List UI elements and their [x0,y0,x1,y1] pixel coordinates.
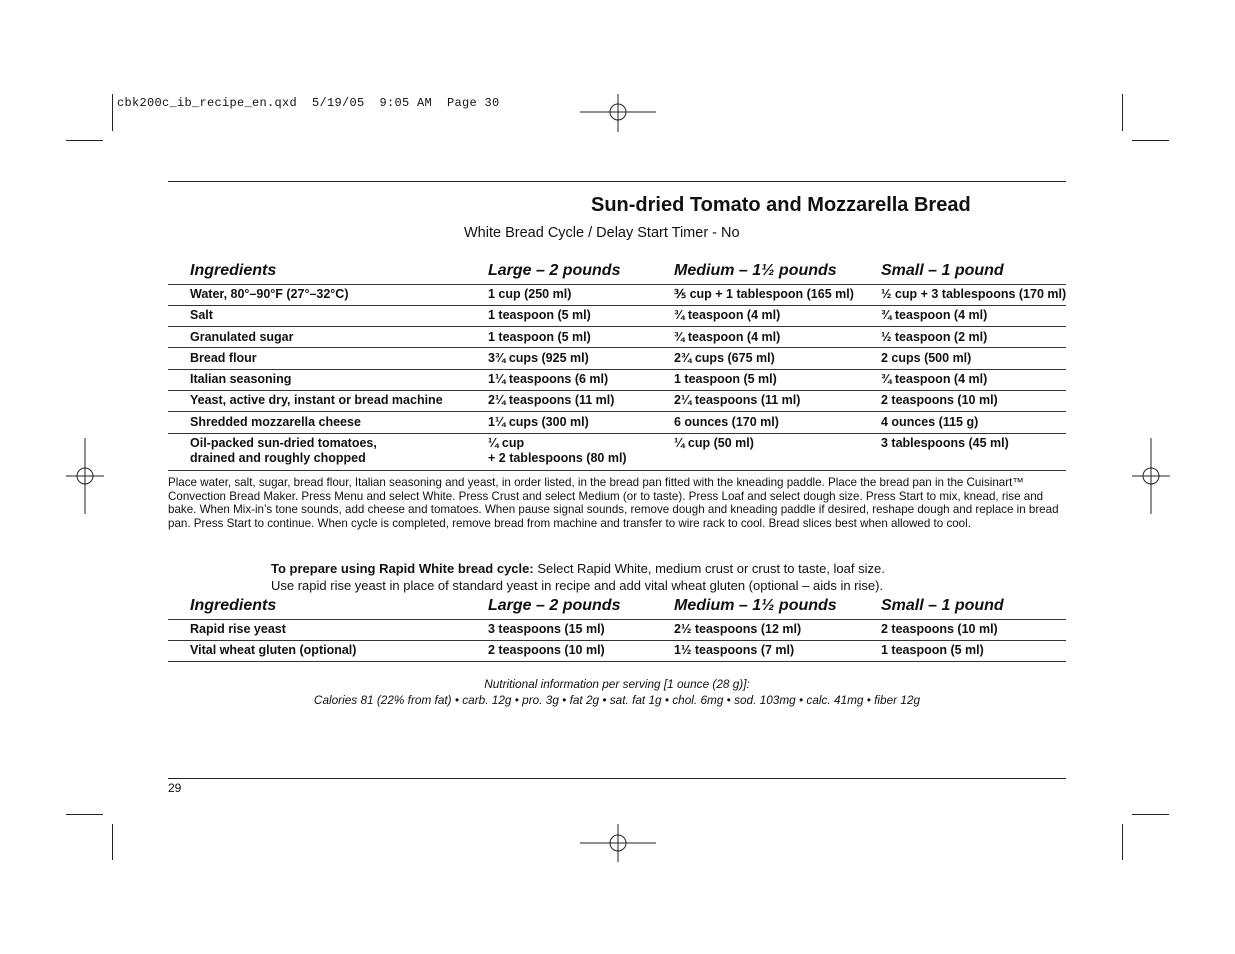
rapid-cycle-line-1 [271,561,885,576]
table-cell: Water, 80°–90°F (27°–32°C) [190,287,349,301]
table-cell: Rapid rise yeast [190,622,286,636]
col-header-large: Large – 2 pounds [488,262,621,279]
table-cell: 1 teaspoon (5 ml) [674,372,777,386]
table-cell: 1¼ cups (300 ml) [488,415,589,429]
table-cell: 1 teaspoon (5 ml) [881,643,984,657]
nutrition-heading: Nutritional information per serving [1 ounce (28 g)]: [484,677,750,691]
rapid-cycle-lead: To prepare using Rapid White bread cycle: [271,561,534,576]
registration-mark-right [1132,438,1170,514]
table-cell: ¾ teaspoon (4 ml) [674,308,781,322]
table-cell: ½ cup + 3 tablespoons (170 ml) [881,287,1067,301]
page-number: 29 [168,781,182,795]
table-cell: 3 tablespoons (45 ml) [881,436,1009,450]
table-cell: 2½ teaspoons (12 ml) [674,622,802,636]
instructions-paragraph: Place water, salt, sugar, bread flour, Italian seasoning and yeast, in order listed, in the bread pan fitted with the kneading paddle. Place the bread pan in the Cuisinart™ Convection Bread Maker. Press Menu and select White. Press Crust and select Medium (or to taste). Press Loaf and select dough size. Press Start to mix, knead, rise and bake. When Mix-in’s tone sounds, add cheese and tomatoes. When pause signal sounds, remove dough and kneading paddle if desired, reshape dough and replace in bread pan. Press Start to continue. When cycle is completed, remove bread from machine and transfer to wire rack to cool. Bread slices best when allowed to cool. [168,476,1059,530]
header-rule [168,619,1066,620]
col-header-small: Small – 1 pound [881,597,1004,614]
table-cell: 1½ teaspoons (7 ml) [674,643,795,657]
table-cell: ¾ teaspoon (4 ml) [881,372,988,386]
table-cell: Vital wheat gluten (optional) [190,643,357,657]
table-cell: 3¾ cups (925 ml) [488,351,589,365]
col-header-medium: Medium – 1½ pounds [674,262,837,279]
table-cell: 2¼ teaspoons (11 ml) [674,393,801,407]
table-cell: 3 teaspoons (15 ml) [488,622,605,636]
header-rule [168,284,1066,285]
table-cell: Shredded mozzarella cheese [190,415,361,429]
row-rule [168,433,1066,434]
table-cell: ½ teaspoon (2 ml) [881,330,988,344]
table-cell: 1¼ teaspoons (6 ml) [488,372,609,386]
subtitle: White Bread Cycle / Delay Start Timer - No [464,225,740,241]
table-cell: 2¼ teaspoons (11 ml) [488,393,615,407]
rapid-cycle-line-2: Use rapid rise yeast in place of standard yeast in recipe and add vital wheat gluten (optional – aids in rise). [271,578,884,593]
table-cell: 1 cup (250 ml) [488,287,572,301]
table-cell: 1 teaspoon (5 ml) [488,308,591,322]
table-cell: 2 teaspoons (10 ml) [488,643,605,657]
table-cell: ¾ teaspoon (4 ml) [881,308,988,322]
bottom-rule [168,778,1066,779]
row-rule [168,640,1066,641]
table-cell: Granulated sugar [190,330,294,344]
table-cell: Yeast, active dry, instant or bread machine [190,393,443,407]
registration-mark-left [66,438,104,514]
row-rule [168,369,1066,370]
col-header-large: Large – 2 pounds [488,597,621,614]
col-header-ingredients: Ingredients [190,597,277,614]
nutrition-values: Calories 81 (22% from fat) • carb. 12g • pro. 3g • fat 2g • sat. fat 1g • chol. 6mg • sod. 103mg • calc. 41mg • fiber 12g [313,693,921,707]
table-cell: Bread flour [190,351,257,365]
table-cell: 2 teaspoons (10 ml) [881,393,998,407]
row-rule [168,326,1066,327]
col-header-small: Small – 1 pound [881,262,1004,279]
col-header-medium: Medium – 1½ pounds [674,597,837,614]
page-title: Sun-dried Tomato and Mozzarella Bread [591,194,971,216]
row-rule [168,661,1066,662]
file-slug: cbk200c_ib_recipe_en.qxd 5/19/05 9:05 AM Page 30 [117,96,500,110]
row-rule [168,305,1066,306]
table-cell: Oil-packed sun-dried tomatoes, [190,436,377,450]
rapid-cycle-text: Select Rapid White, medium crust or crust to taste, loaf size. [533,561,885,576]
row-rule [168,347,1066,348]
table-cell: 2 cups (500 ml) [881,351,972,365]
row-rule [168,411,1066,412]
row-rule [168,390,1066,391]
table-cell: + 2 tablespoons (80 ml) [488,451,627,465]
top-rule [168,181,1066,182]
table-cell: ⅗ cup + 1 tablespoon (165 ml) [674,287,854,301]
table-cell: drained and roughly chopped [190,451,366,465]
col-header-ingredients: Ingredients [190,262,277,279]
table-cell: Italian seasoning [190,372,292,386]
table-cell: 1 teaspoon (5 ml) [488,330,591,344]
table-cell: ¼ cup (50 ml) [674,436,754,450]
row-rule [168,470,1066,471]
table-cell: 2¾ cups (675 ml) [674,351,775,365]
registration-mark-top [580,94,656,132]
table-cell: 6 ounces (170 ml) [674,415,779,429]
table-cell: ¼ cup [488,436,525,450]
table-cell: ¾ teaspoon (4 ml) [674,330,781,344]
table-cell: Salt [190,308,213,322]
table-cell: 4 ounces (115 g) [881,415,979,429]
table-cell: 2 teaspoons (10 ml) [881,622,998,636]
registration-mark-bottom [580,824,656,862]
